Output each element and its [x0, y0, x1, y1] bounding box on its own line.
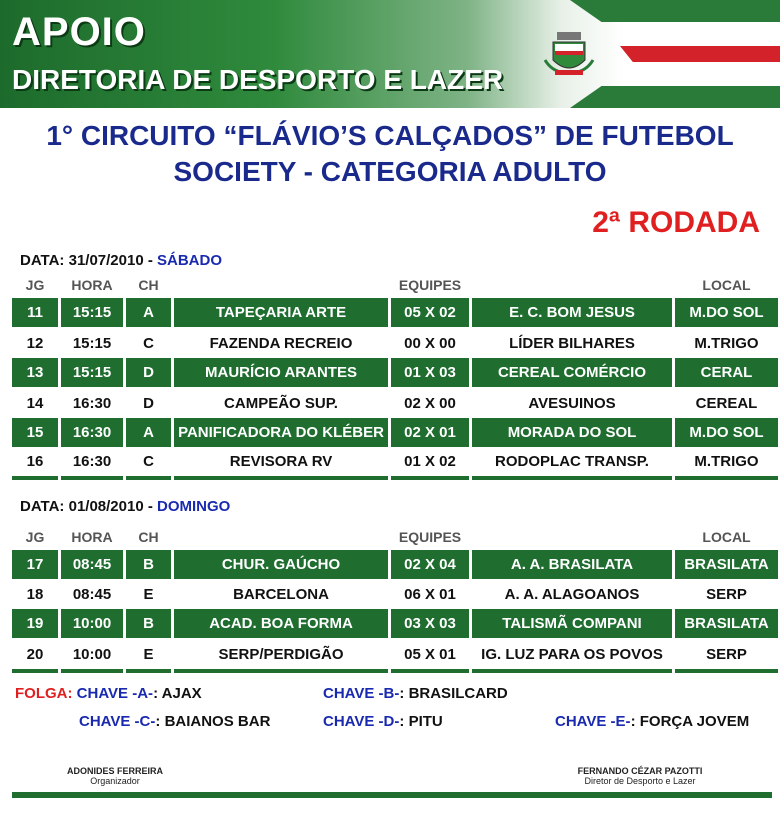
cell-local: CERAL [675, 358, 778, 387]
cell-ch: D [126, 389, 171, 418]
table-row [0, 389, 780, 418]
folga-label: FOLGA: [15, 685, 73, 702]
date-day1-weekday: SÁBADO [157, 252, 223, 269]
column-header-day2 [0, 527, 780, 547]
cell-jg: 12 [12, 329, 58, 358]
table-row [0, 640, 780, 669]
cell-team2: CEREAL COMÉRCIO [472, 358, 672, 387]
cell-team2: MORADA DO SOL [472, 418, 672, 447]
column-header-day1 [0, 275, 780, 295]
folga-b-key: CHAVE -B- [323, 685, 400, 702]
folga-e: CHAVE -E-: FORÇA JOVEM [555, 713, 750, 730]
folga-a-team: AJAX [161, 685, 202, 702]
table-row [0, 609, 780, 638]
cell-jg: 11 [12, 298, 58, 327]
cell-jg: 20 [12, 640, 58, 669]
col-jg: JG [25, 277, 45, 293]
signature-right-name: FERNANDO CÉZAR PAZOTTI [577, 766, 703, 776]
city-crest-icon [543, 30, 595, 78]
table-row [0, 418, 780, 447]
flag-stripe-green-top [570, 0, 780, 22]
cell-score: 01 X 03 [391, 358, 469, 387]
table-row [0, 329, 780, 358]
cell-hora: 08:45 [61, 550, 123, 579]
folga-d-key: CHAVE -D- [323, 713, 400, 730]
cell-team2: TALISMÃ COMPANI [472, 609, 672, 638]
cell-team1: REVISORA RV [174, 447, 388, 476]
cell-ch: B [126, 609, 171, 638]
cell-hora: 15:15 [61, 358, 123, 387]
signature-left-name: ADONIDES FERREIRA [66, 766, 163, 776]
date-day2 [20, 498, 230, 515]
cell-local: M.TRIGO [675, 329, 778, 358]
folga-c-key: CHAVE -C- [79, 713, 156, 730]
cell-ch: B [126, 550, 171, 579]
cell-local: M.DO SOL [675, 418, 778, 447]
cell-hora: 16:30 [61, 447, 123, 476]
signature-left [40, 766, 190, 786]
cell-team1: FAZENDA RECREIO [174, 329, 388, 358]
folga-e-key: CHAVE -E- [555, 713, 631, 730]
col-equipes: EQUIPES [398, 529, 462, 545]
cell-local: SERP [675, 640, 778, 669]
col-hora: HORA [71, 277, 113, 293]
cell-ch: E [126, 640, 171, 669]
col-ch: CH [138, 529, 159, 545]
cell-ch: A [126, 298, 171, 327]
folga-c-team: BAIANOS BAR [164, 713, 271, 730]
folga-e-team: FORÇA JOVEM [639, 713, 750, 730]
cell-team1: CAMPEÃO SUP. [174, 389, 388, 418]
cell-hora: 08:45 [61, 580, 123, 609]
signature-left-role: Organizador [90, 776, 140, 786]
date-day2-label: DATA: 01/08/2010 - [20, 498, 157, 515]
cell-team2: E. C. BOM JESUS [472, 298, 672, 327]
cell-score: 02 X 00 [391, 389, 469, 418]
bottom-divider [12, 792, 772, 798]
cell-team1: PANIFICADORA DO KLÉBER [174, 418, 388, 447]
col-jg: JG [25, 529, 45, 545]
cell-team1: SERP/PERDIGÃO [174, 640, 388, 669]
col-local: LOCAL [702, 529, 751, 545]
cell-jg: 15 [12, 418, 58, 447]
cell-team1: ACAD. BOA FORMA [174, 609, 388, 638]
title-line-1: 1° CIRCUITO “FLÁVIO’S CALÇADOS” DE FUTEBOL [46, 120, 734, 151]
cell-score: 05 X 02 [391, 298, 469, 327]
cell-team1: MAURÍCIO ARANTES [174, 358, 388, 387]
cell-ch: D [126, 358, 171, 387]
col-ch: CH [138, 277, 159, 293]
cell-team1: BARCELONA [174, 580, 388, 609]
cell-ch: C [126, 447, 171, 476]
folga-b: CHAVE -B-: BRASILCARD [323, 685, 508, 702]
header-apoio: APOIO [12, 10, 146, 54]
cell-hora: 15:15 [61, 298, 123, 327]
table-row [0, 298, 780, 327]
flag-stripe-green-bottom [570, 86, 780, 108]
cell-score: 01 X 02 [391, 447, 469, 476]
cell-local: M.TRIGO [675, 447, 778, 476]
folga-d: CHAVE -D-: PITU [323, 713, 443, 730]
cell-jg: 16 [12, 447, 58, 476]
folga-d-team: PITU [408, 713, 443, 730]
cell-team2: RODOPLAC TRANSP. [472, 447, 672, 476]
col-hora: HORA [71, 529, 113, 545]
signature-right-role: Diretor de Desporto e Lazer [584, 776, 696, 786]
cell-ch: E [126, 580, 171, 609]
cell-ch: A [126, 418, 171, 447]
cell-team1: CHUR. GAÚCHO [174, 550, 388, 579]
cell-hora: 16:30 [61, 418, 123, 447]
cell-jg: 14 [12, 389, 58, 418]
signature-right [560, 766, 720, 786]
table-row [0, 550, 780, 579]
cell-ch: C [126, 329, 171, 358]
cell-hora: 10:00 [61, 609, 123, 638]
cell-team2: LÍDER BILHARES [472, 329, 672, 358]
cell-score: 03 X 03 [391, 609, 469, 638]
cell-team1: TAPEÇARIA ARTE [174, 298, 388, 327]
flag-stripe-red [620, 46, 780, 62]
table-row [0, 580, 780, 609]
col-equipes: EQUIPES [398, 277, 462, 293]
header-banner [0, 0, 780, 108]
date-day2-weekday: DOMINGO [157, 498, 231, 515]
cell-local: BRASILATA [675, 609, 778, 638]
cell-score: 02 X 04 [391, 550, 469, 579]
cell-score: 00 X 00 [391, 329, 469, 358]
header-diretoria: DIRETORIA DE DESPORTO E LAZER [12, 64, 504, 95]
cell-score: 05 X 01 [391, 640, 469, 669]
rodada-label: 2ª RODADA [592, 206, 760, 239]
cell-jg: 17 [12, 550, 58, 579]
cell-score: 02 X 01 [391, 418, 469, 447]
cell-hora: 16:30 [61, 389, 123, 418]
table-row [0, 358, 780, 387]
cell-local: M.DO SOL [675, 298, 778, 327]
cell-jg: 18 [12, 580, 58, 609]
date-day1-label: DATA: 31/07/2010 - [20, 252, 157, 269]
page-title [0, 118, 780, 190]
date-day1 [20, 252, 222, 269]
folga-c: CHAVE -C-: BAIANOS BAR [79, 713, 271, 730]
cell-local: SERP [675, 580, 778, 609]
cell-team2: IG. LUZ PARA OS POVOS [472, 640, 672, 669]
cell-jg: 13 [12, 358, 58, 387]
cell-score: 06 X 01 [391, 580, 469, 609]
cell-local: CEREAL [675, 389, 778, 418]
table-row [0, 447, 780, 476]
folga-a: FOLGA: CHAVE -A-: AJAX [15, 685, 202, 702]
cell-local: BRASILATA [675, 550, 778, 579]
cell-team2: A. A. ALAGOANOS [472, 580, 672, 609]
cell-jg: 19 [12, 609, 58, 638]
col-local: LOCAL [702, 277, 751, 293]
cell-hora: 15:15 [61, 329, 123, 358]
cell-hora: 10:00 [61, 640, 123, 669]
cell-team2: AVESUINOS [472, 389, 672, 418]
title-line-2: SOCIETY - CATEGORIA ADULTO [173, 156, 607, 187]
folga-b-team: BRASILCARD [408, 685, 508, 702]
cell-team2: A. A. BRASILATA [472, 550, 672, 579]
folga-a-key: CHAVE -A- [76, 685, 154, 702]
